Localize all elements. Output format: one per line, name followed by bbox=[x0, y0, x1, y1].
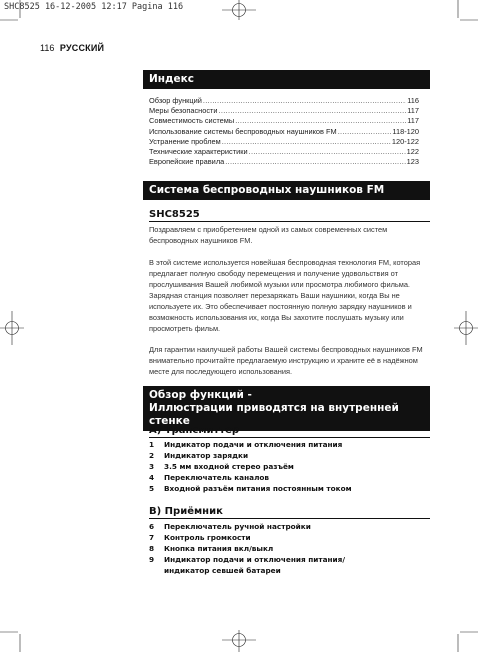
toc-entry[interactable] bbox=[149, 127, 419, 137]
list-item: 8 Кнопка питания вкл/выкл bbox=[149, 544, 274, 553]
page-language: РУССКИЙ bbox=[59, 43, 105, 53]
transmitter-heading: А) Трансмиттер bbox=[149, 425, 240, 436]
toc-entry-text: Технические характеристики bbox=[149, 146, 248, 156]
intro-paragraph: Поздравляем с приобретением одной из самых современных систем беспроводных наушников FM. bbox=[149, 225, 388, 245]
page-number: 116 bbox=[40, 43, 55, 53]
technology-paragraph: В этой системе используется новейшая беспроводная технология FM, которая предлагает полную свободу перемещения и получение удовольствия от прослушивания Вашей любимой музыки или просмотра любимого фильма. Зарядная станция позволяет перезаряжать Ваши наушники, когда Вы не используете их. Это обеспечивает постоянную полную зарядку наушников и возможность использования их, когда Вы захотите послушать музыку или просмотреть фильм. bbox=[149, 258, 421, 333]
list-item: 5 Входной разъём питания постоянным током bbox=[149, 484, 352, 493]
transmitter-rule bbox=[149, 437, 430, 438]
toc-entry-text: Использование системы беспроводных наушников FM bbox=[149, 126, 337, 136]
toc-entry-text: Устранение проблем bbox=[149, 136, 221, 146]
list-item: 4 Переключатель каналов bbox=[149, 473, 270, 482]
toc-entry-page: 117 bbox=[407, 106, 419, 116]
table-of-contents bbox=[149, 96, 419, 167]
model-rule bbox=[149, 221, 430, 222]
toc-entry-page: 117 bbox=[407, 116, 419, 126]
toc-entry[interactable] bbox=[149, 106, 419, 116]
toc-entry-page: 118-120 bbox=[392, 126, 419, 136]
list-item: 6 Переключатель ручной настройки bbox=[149, 522, 311, 531]
toc-entry-page: 122 bbox=[406, 146, 419, 156]
toc-leader bbox=[219, 106, 407, 115]
toc-entry[interactable] bbox=[149, 147, 419, 157]
transmitter-list bbox=[149, 439, 429, 494]
toc-leader bbox=[338, 127, 392, 136]
index-title: Индекс bbox=[149, 73, 194, 85]
toc-entry-page: 120-122 bbox=[391, 136, 419, 146]
toc-leader bbox=[222, 137, 391, 146]
toc-entry-text: Европейские правила bbox=[149, 157, 225, 167]
toc-entry-text: Обзор функций bbox=[149, 96, 202, 105]
toc-entry[interactable] bbox=[149, 96, 419, 106]
toc-leader bbox=[235, 116, 406, 125]
index-title-bar bbox=[143, 70, 430, 89]
system-title-bar bbox=[143, 181, 430, 200]
instructions-paragraph: Для гарантии наилучшей работы Вашей системы беспроводных наушников FM внимательно прочитайте предлагаемую инструкцию и храните её в надёжном месте для последующего использования. bbox=[149, 345, 423, 376]
receiver-list bbox=[149, 521, 429, 576]
list-item: 9 Индикатор подачи и отключения питания/ индикатор севшей батареи bbox=[149, 555, 346, 575]
model-heading: SHC8525 bbox=[149, 209, 200, 220]
toc-entry-page: 116 bbox=[407, 96, 419, 105]
list-item: 2 Индикатор зарядки bbox=[149, 451, 249, 460]
list-item: 1 Индикатор подачи и отключения питания bbox=[149, 440, 343, 449]
toc-entry-text: Совместимость системы bbox=[149, 116, 235, 126]
toc-entry[interactable] bbox=[149, 116, 419, 126]
toc-leader bbox=[203, 96, 406, 105]
overview-title-line1: Обзор функций - bbox=[149, 389, 252, 401]
toc-entry-text: Меры безопасности bbox=[149, 106, 218, 116]
print-slug: SHC8525 16-12-2005 12:17 Pagina 116 bbox=[4, 2, 184, 12]
toc-entry[interactable] bbox=[149, 137, 419, 147]
overview-title-line2: Иллюстрации приводятся на внутренней стенке bbox=[149, 402, 399, 427]
list-item: 3 3.5 мм входной стерео разъём bbox=[149, 462, 294, 471]
system-title: Система беспроводных наушников FM bbox=[149, 184, 385, 196]
list-item: 7 Контроль громкости bbox=[149, 533, 251, 542]
page-header bbox=[40, 43, 104, 53]
toc-leader bbox=[249, 147, 406, 156]
toc-entry-page: 123 bbox=[406, 157, 419, 167]
toc-entry[interactable] bbox=[149, 157, 419, 167]
receiver-heading: В) Приёмник bbox=[149, 506, 223, 517]
receiver-rule bbox=[149, 518, 430, 519]
toc-leader bbox=[225, 157, 405, 166]
